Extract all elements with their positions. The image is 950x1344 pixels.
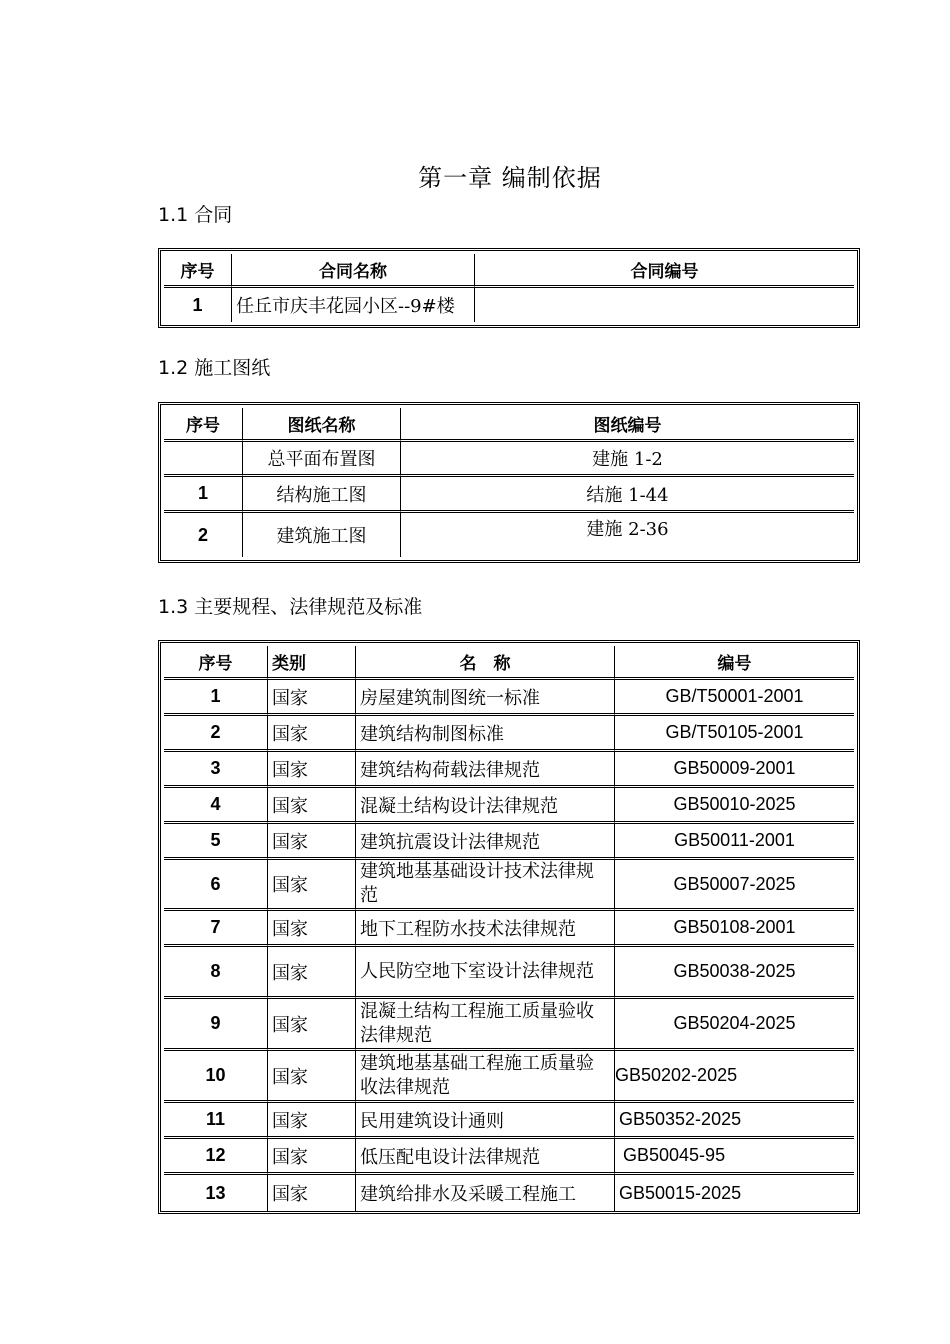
row-code: GB/T50105-2001 <box>615 716 854 752</box>
row-name: 混凝土结构工程施工质量验收法律规范 <box>356 999 615 1051</box>
header-name: 名 称 <box>356 646 615 680</box>
row-name: 建筑地基基础设计技术法律规范 <box>356 860 615 911</box>
row-category: 国家 <box>268 680 356 716</box>
row-code: 建施 1-2 <box>401 442 854 477</box>
row-code: GB50045-95 <box>615 1139 854 1175</box>
table-row <box>164 911 854 947</box>
table-row <box>164 288 854 322</box>
row-name: 建筑结构制图标准 <box>356 716 615 752</box>
row-name: 人民防空地下室设计法律规范 <box>356 947 615 999</box>
row-category: 国家 <box>268 1103 356 1139</box>
table-row <box>164 716 854 752</box>
row-no: 13 <box>164 1175 268 1211</box>
row-name: 建筑施工图 <box>243 513 401 557</box>
row-name: 地下工程防水技术法律规范 <box>356 911 615 947</box>
table-row <box>164 824 854 860</box>
section-heading-standards: 1.3 主要规程、法律规范及标准 <box>158 596 423 618</box>
standards-table <box>158 640 860 1214</box>
row-no <box>164 442 243 477</box>
chapter-title: 第一章 编制依据 <box>418 164 602 192</box>
table-row <box>164 442 854 477</box>
row-code: GB50015-2025 <box>619 1182 742 1203</box>
row-no: 2 <box>164 716 268 752</box>
row-name: 建筑给排水及采暖工程施工 <box>356 1175 615 1211</box>
row-category: 国家 <box>268 824 356 860</box>
table-row <box>164 513 854 557</box>
row-code: 结施 1-44 <box>401 477 854 513</box>
header-no: 序号 <box>164 646 268 680</box>
row-no: 10 <box>164 1051 268 1103</box>
row-category: 国家 <box>268 947 356 999</box>
row-name: 建筑结构荷载法律规范 <box>356 752 615 788</box>
row-no: 6 <box>164 860 268 911</box>
table-row <box>164 1139 854 1175</box>
header-no: 序号 <box>164 408 243 442</box>
row-no: 8 <box>164 947 268 999</box>
row-name: 建筑地基基础工程施工质量验收法律规范 <box>356 1051 615 1103</box>
row-no: 11 <box>164 1103 268 1139</box>
row-name: 总平面布置图 <box>243 442 401 477</box>
table-row <box>164 999 854 1051</box>
row-no: 1 <box>164 477 243 513</box>
row-no: 12 <box>164 1139 268 1175</box>
section-heading-contract: 1.1 合同 <box>158 204 233 226</box>
row-category: 国家 <box>268 1175 356 1211</box>
row-name: 混凝土结构设计法律规范 <box>356 788 615 824</box>
row-code: GB/T50001-2001 <box>615 680 854 716</box>
row-name: 房屋建筑制图统一标准 <box>356 680 615 716</box>
row-code: GB50038-2025 <box>615 947 854 999</box>
row-no: 4 <box>164 788 268 824</box>
row-no: 2 <box>164 513 243 557</box>
table-row <box>164 752 854 788</box>
row-code: GB50108-2001 <box>615 911 854 947</box>
row-code: GB50202-2025 <box>615 1051 854 1103</box>
row-no: 9 <box>164 999 268 1051</box>
header-contract-name: 合同名称 <box>232 254 475 288</box>
row-code: GB50011-2001 <box>615 824 854 860</box>
row-name: 任丘市庆丰花园小区--9#楼 <box>232 288 475 322</box>
row-no: 1 <box>164 288 232 322</box>
row-no: 1 <box>164 680 268 716</box>
row-category: 国家 <box>268 999 356 1051</box>
row-no: 5 <box>164 824 268 860</box>
row-no: 7 <box>164 911 268 947</box>
header-drawing-code: 图纸编号 <box>401 408 854 442</box>
table-row <box>164 947 854 999</box>
row-code: 建施 2-36 <box>586 519 669 540</box>
row-category: 国家 <box>268 1139 356 1175</box>
header-no: 序号 <box>164 254 232 288</box>
drawings-table <box>158 402 860 563</box>
table-row <box>164 1175 854 1211</box>
row-name: 低压配电设计法律规范 <box>356 1139 615 1175</box>
table-row <box>164 1103 854 1139</box>
table-row <box>164 860 854 911</box>
table-row <box>164 680 854 716</box>
section-heading-drawings: 1.2 施工图纸 <box>158 357 271 379</box>
row-category: 国家 <box>268 1051 356 1103</box>
row-code: GB50352-2025 <box>615 1103 854 1139</box>
contract-table <box>158 248 860 328</box>
header-code: 编号 <box>615 646 854 680</box>
header-drawing-name: 图纸名称 <box>243 408 401 442</box>
header-contract-code: 合同编号 <box>475 254 854 288</box>
row-name: 民用建筑设计通则 <box>356 1103 615 1139</box>
row-category: 国家 <box>268 911 356 947</box>
table-row <box>164 788 854 824</box>
row-name: 建筑抗震设计法律规范 <box>356 824 615 860</box>
row-code: GB50009-2001 <box>615 752 854 788</box>
row-no: 3 <box>164 752 268 788</box>
row-name: 结构施工图 <box>243 477 401 513</box>
table-row <box>164 1051 854 1103</box>
row-category: 国家 <box>268 716 356 752</box>
header-category: 类别 <box>268 646 356 680</box>
row-code: GB50007-2025 <box>615 860 854 911</box>
row-code: GB50010-2025 <box>615 788 854 824</box>
row-category: 国家 <box>268 752 356 788</box>
row-category: 国家 <box>268 788 356 824</box>
row-code: GB50204-2025 <box>615 999 854 1051</box>
row-code <box>475 288 854 322</box>
row-category: 国家 <box>268 860 356 911</box>
table-row <box>164 477 854 513</box>
